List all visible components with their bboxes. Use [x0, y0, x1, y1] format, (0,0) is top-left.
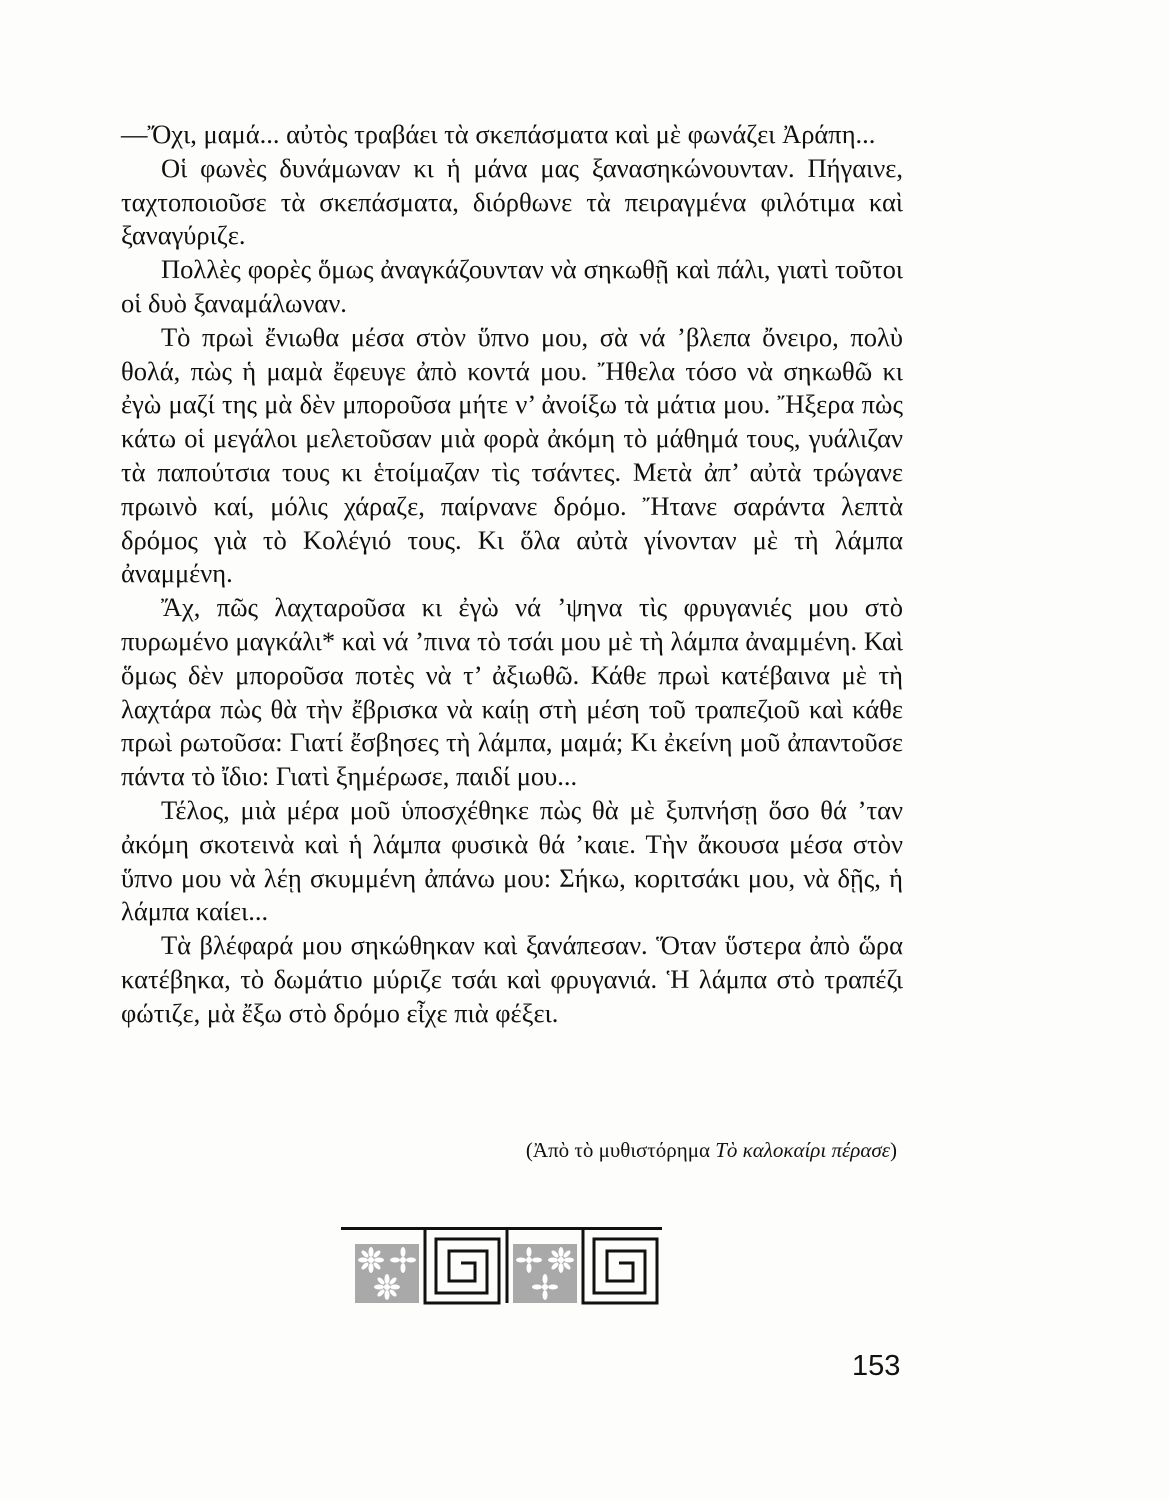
citation-suffix: ) — [890, 1138, 897, 1162]
paragraph-5: Ἄχ, πῶς λαχταροῦσα κι ἐγὼ νά ’ψηνα τὶς φρυγανιές μου στὸ πυρωμένο μαγκάλι* καὶ νά ’πινα τὸ τσάι μου μὲ τὴ λάμπα ἀναμμένη. Καὶ ὅμως δὲν μποροῦσα ποτὲς νὰ τ’ ἀξιωθῶ. Κάθε πρωὶ κατέβαινα μὲ τὴ λαχτάρα πὼς θὰ τὴν ἔβρισκα νὰ καίῃ στὴ μέση τοῦ τραπεζιοῦ καὶ κάθε πρωὶ ρωτοῦσα: Γιατί ἔσβησες τὴ λάμπα, μαμά; Κι ἐκείνη μοῦ ἀπαντοῦσε πάντα τὸ ἴδιο: Γιατὶ ξημέρωσε, παιδί μου... — [121, 592, 903, 792]
page-number: 153 — [852, 1350, 901, 1382]
meander-2 — [583, 1230, 657, 1303]
flower-tile-1 — [355, 1244, 419, 1303]
flower-tile-2 — [513, 1244, 577, 1303]
body-text — [121, 118, 903, 1031]
paragraph-4: Τὸ πρωὶ ἔνιωθα μέσα στὸν ὕπνο μου, σὰ νά ’βλεπα ὄνειρο, πολὺ θολά, πὼς ἡ μαμὰ ἔφευγε ἀπὸ κοντά μου. Ἤθελα τόσο νὰ σηκωθῶ κι ἐγὼ μαζί της μὰ δὲν μποροῦσα μήτε ν’ ἀνοίξω τὰ μάτια μου. Ἤξερα πὼς κάτω οἱ μεγάλοι μελετοῦσαν μιὰ φορὰ ἀκόμη τὸ μάθημά τους, γυάλιζαν τὰ παπούτσια τους κι ἑτοίμαζαν τὶς τσάντες. Μετὰ ἀπ’ αὐτὰ τρώγανε πρωινὸ καί, μόλις χάραζε, παίρνανε δρόμο. Ἤτανε σαράντα λεπτὰ δρόμος γιὰ τὸ Κολέγιό τους. Κι ὅλα αὐτὰ γίνονταν μὲ τὴ λάμπα ἀναμμένη. — [121, 321, 903, 589]
ornament-top-rule — [341, 1227, 662, 1230]
paragraph-7: Τὰ βλέφαρά μου σηκώθηκαν καὶ ξανάπεσαν. Ὅταν ὕστερα ἀπὸ ὥρα κατέβηκα, τὸ δωμάτιο μύριζε τσάι καὶ φρυγανιά. Ἡ λάμπα στὸ τραπέζι φώτιζε, μὰ ἔξω στὸ δρόμο εἶχε πιὰ φέξει. — [121, 930, 903, 1028]
meander-1 — [425, 1230, 499, 1303]
greek-key-ornament — [341, 1227, 662, 1307]
citation-prefix: (Ἀπὸ τὸ μυθιστόρημα — [525, 1138, 716, 1162]
paragraph-2: Οἱ φωνὲς δυνάμωναν κι ἡ μάνα μας ξανασηκώνουνταν. Πήγαινε, ταχτοποιοῦσε τὰ σκεπάσματα, διόρθωνε τὰ πειραγμένα φιλότιμα καὶ ξαναγύριζε. — [121, 152, 903, 251]
paragraph-6: Τέλος, μιὰ μέρα μοῦ ὑποσχέθηκε πὼς θὰ μὲ ξυπνήσῃ ὅσο θά ’ταν ἀκόμη σκοτεινὰ καὶ ἡ λάμπα φυσικὰ θά ’καιε. Τὴν ἄκουσα μέσα στὸν ὕπνο μου νὰ λέῃ σκυμμένη ἀπάνω μου: Σήκω, κοριτσάκι μου, νὰ δῇς, ἡ λάμπα καίει... — [121, 794, 903, 927]
paragraph-1: —Ὄχι, μαμά... αὐτὸς τραβάει τὰ σκεπάσματα καὶ μὲ φωνάζει Ἀράπη... — [121, 119, 876, 149]
source-citation — [526, 1138, 897, 1163]
paragraph-3: Πολλὲς φορὲς ὅμως ἀναγκάζουνταν νὰ σηκωθῇ καὶ πάλι, γιατὶ τοῦτοι οἱ δυὸ ξαναμάλωναν. — [121, 254, 903, 318]
citation-title: Τὸ καλοκαίρι πέρασε — [715, 1138, 890, 1162]
